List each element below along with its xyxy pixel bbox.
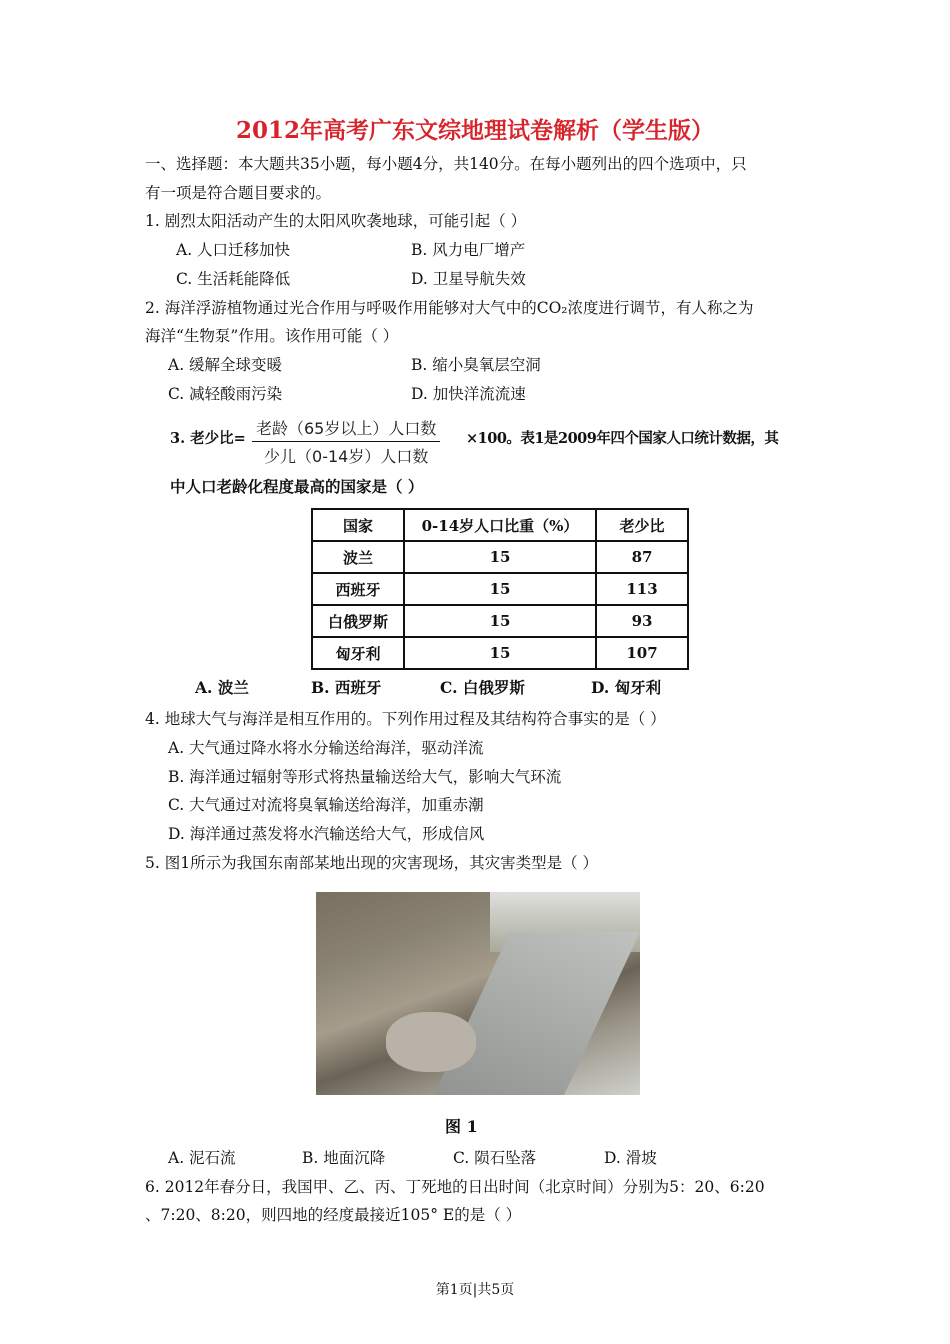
table-header: 0-14岁人口比重（%） bbox=[404, 509, 596, 541]
q4-option-d: D. 海洋通过蒸发将水汽输送给大气，形成信风 bbox=[168, 825, 485, 843]
table-header-row bbox=[312, 509, 688, 541]
photo-road bbox=[426, 932, 640, 1095]
table-cell: 匈牙利 bbox=[312, 637, 404, 669]
question-4-stem: 4. 地球大气与海洋是相互作用的。下列作用过程及其结构符合事实的是（ ） bbox=[145, 710, 666, 728]
table-cell: 15 bbox=[404, 541, 596, 573]
table-cell: 波兰 bbox=[312, 541, 404, 573]
population-table bbox=[311, 508, 689, 670]
table-cell: 113 bbox=[596, 573, 688, 605]
table-cell: 87 bbox=[596, 541, 688, 573]
question-1-stem: 1. 剧烈太阳活动产生的太阳风吹袭地球，可能引起（ ） bbox=[145, 212, 527, 230]
q5-option-c: C. 陨石坠落 bbox=[453, 1149, 537, 1167]
table-header: 国家 bbox=[312, 509, 404, 541]
page-footer: 第1页|共5页 bbox=[435, 1282, 515, 1298]
document-title: 2012年高考广东文综地理试卷解析（学生版） bbox=[235, 117, 714, 144]
formula-denominator: 少儿（0-14岁）人口数 bbox=[264, 447, 429, 466]
question-6-stem: 6. 2012年春分日，我国甲、乙、丙、丁死地的日出时间（北京时间）分别为5：20、6:20 bbox=[145, 1178, 765, 1196]
q2-option-b: B. 缩小臭氧层空洞 bbox=[411, 356, 541, 374]
q3-option-c: C. 白俄罗斯 bbox=[440, 678, 525, 697]
table-cell: 白俄罗斯 bbox=[312, 605, 404, 637]
formula-fraction bbox=[252, 416, 440, 467]
question-2-stem: 海洋“生物泵”作用。该作用可能（ ） bbox=[145, 327, 399, 345]
question-5-stem: 5. 图1所示为我国东南部某地出现的灾害现场，其灾害类型是（ ） bbox=[145, 854, 599, 872]
table-header: 老少比 bbox=[596, 509, 688, 541]
table-cell: 93 bbox=[596, 605, 688, 637]
table-row bbox=[312, 637, 688, 669]
q3-option-b: B. 西班牙 bbox=[311, 678, 382, 697]
table-row bbox=[312, 573, 688, 605]
q5-option-a: A. 泥石流 bbox=[168, 1149, 236, 1167]
formula-numerator: 老龄（65岁以上）人口数 bbox=[252, 416, 440, 442]
q4-option-a: A. 大气通过降水将水分输送给海洋，驱动洋流 bbox=[168, 739, 484, 757]
q5-option-b: B. 地面沉降 bbox=[302, 1149, 386, 1167]
question-3-suffix: ×100。表1是2009年四个国家人口统计数据，其 bbox=[466, 430, 779, 447]
question-6-stem: 、7:20、8:20，则四地的经度最接近105° E的是（ ） bbox=[145, 1206, 522, 1224]
photo-boulder bbox=[386, 1012, 476, 1072]
q2-option-a: A. 缓解全球变暖 bbox=[168, 356, 283, 374]
section-intro: 有一项是符合题目要求的。 bbox=[145, 184, 332, 202]
section-intro: 一、选择题：本大题共35小题，每小题4分，共140分。在每小题列出的四个选项中，只 bbox=[145, 155, 747, 173]
table-cell: 15 bbox=[404, 637, 596, 669]
question-3-prefix: 3. 老少比= bbox=[170, 430, 246, 447]
landslide-photo bbox=[316, 892, 640, 1095]
table-row bbox=[312, 541, 688, 573]
q1-option-b: B. 风力电厂增产 bbox=[411, 241, 526, 259]
figure-caption: 图 1 bbox=[445, 1117, 478, 1136]
q2-option-d: D. 加快洋流流速 bbox=[411, 385, 526, 403]
table-cell: 西班牙 bbox=[312, 573, 404, 605]
q1-option-a: A. 人口迁移加快 bbox=[176, 241, 291, 259]
q4-option-c: C. 大气通过对流将臭氧输送给海洋，加重赤潮 bbox=[168, 796, 484, 814]
table-cell: 107 bbox=[596, 637, 688, 669]
table-row bbox=[312, 605, 688, 637]
q2-option-c: C. 减轻酸雨污染 bbox=[168, 385, 283, 403]
q4-option-b: B. 海洋通过辐射等形式将热量输送给大气，影响大气环流 bbox=[168, 768, 562, 786]
q1-option-d: D. 卫星导航失效 bbox=[411, 270, 526, 288]
q1-option-c: C. 生活耗能降低 bbox=[176, 270, 291, 288]
q3-option-d: D. 匈牙利 bbox=[591, 678, 662, 697]
q3-option-a: A. 波兰 bbox=[195, 678, 249, 697]
question-3-line2: 中人口老龄化程度最高的国家是（ ） bbox=[170, 477, 424, 496]
question-2-stem: 2. 海洋浮游植物通过光合作用与呼吸作用能够对大气中的CO₂浓度进行调节，有人称之为 bbox=[145, 299, 754, 317]
table-cell: 15 bbox=[404, 573, 596, 605]
table-cell: 15 bbox=[404, 605, 596, 637]
q5-option-d: D. 滑坡 bbox=[604, 1149, 657, 1167]
